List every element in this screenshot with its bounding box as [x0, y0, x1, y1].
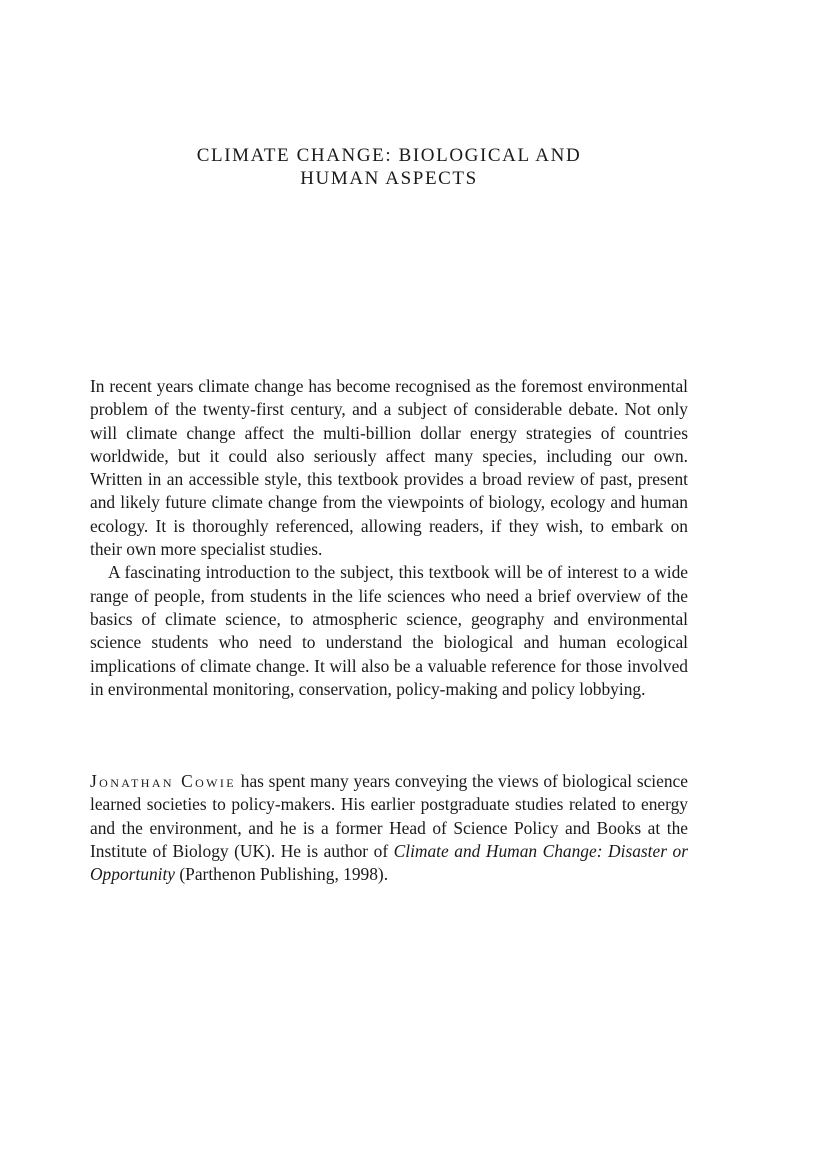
- blurb-paragraph-2: A fascinating introduction to the subject, this textbook will be of interest to a wide range of people, from students in the life sciences who need a brief overview of the basics of climate science, to atmospheric science, geography and environmental science students who need to understand the biological and human ecological implications of climate change. It will also be a valuable reference for those involved in environmental monitoring, conservation, policy-making and policy lobbying.: [90, 562, 688, 699]
- author-bio: [90, 770, 688, 886]
- book-title-line-2: HUMAN ASPECTS: [300, 168, 478, 189]
- book-title: [90, 144, 688, 190]
- author-book-details: (Parthenon Publishing, 1998).: [175, 864, 389, 885]
- author-book-title: Climate and Human Change: Disaster or Opportunity: [90, 840, 688, 885]
- book-blurb: [90, 375, 688, 701]
- author-last-name: Cowie: [181, 771, 237, 791]
- author-first-name: Jonathan: [90, 771, 174, 791]
- author-bio-paragraph: [90, 770, 688, 886]
- book-title-line-1: CLIMATE CHANGE: BIOLOGICAL AND: [196, 145, 582, 166]
- blurb-paragraph-1: In recent years climate change has become recognised as the foremost environmental problem of the twenty-first century, and a subject of considerable debate. Not only will climate change affect the multi-billion dollar energy strategies of countries worldwide, but it could also seriously affect many species, including our own. Written in an accessible style, this textbook provides a broad review of past, present and likely future climate change from the viewpoints of biology, ecology and human ecology. It is thoroughly referenced, allowing readers, if they wish, to embark on their own more specialist studies.: [90, 376, 688, 560]
- author-name: [90, 771, 236, 791]
- author-bio-text: has spent many years conveying the views of biological science learned societies to policy-makers. His earlier postgraduate studies related to energy and the environment, and he is a former Head of Science Policy and Books at the Institute of Biology (UK). He is author of: [90, 771, 688, 861]
